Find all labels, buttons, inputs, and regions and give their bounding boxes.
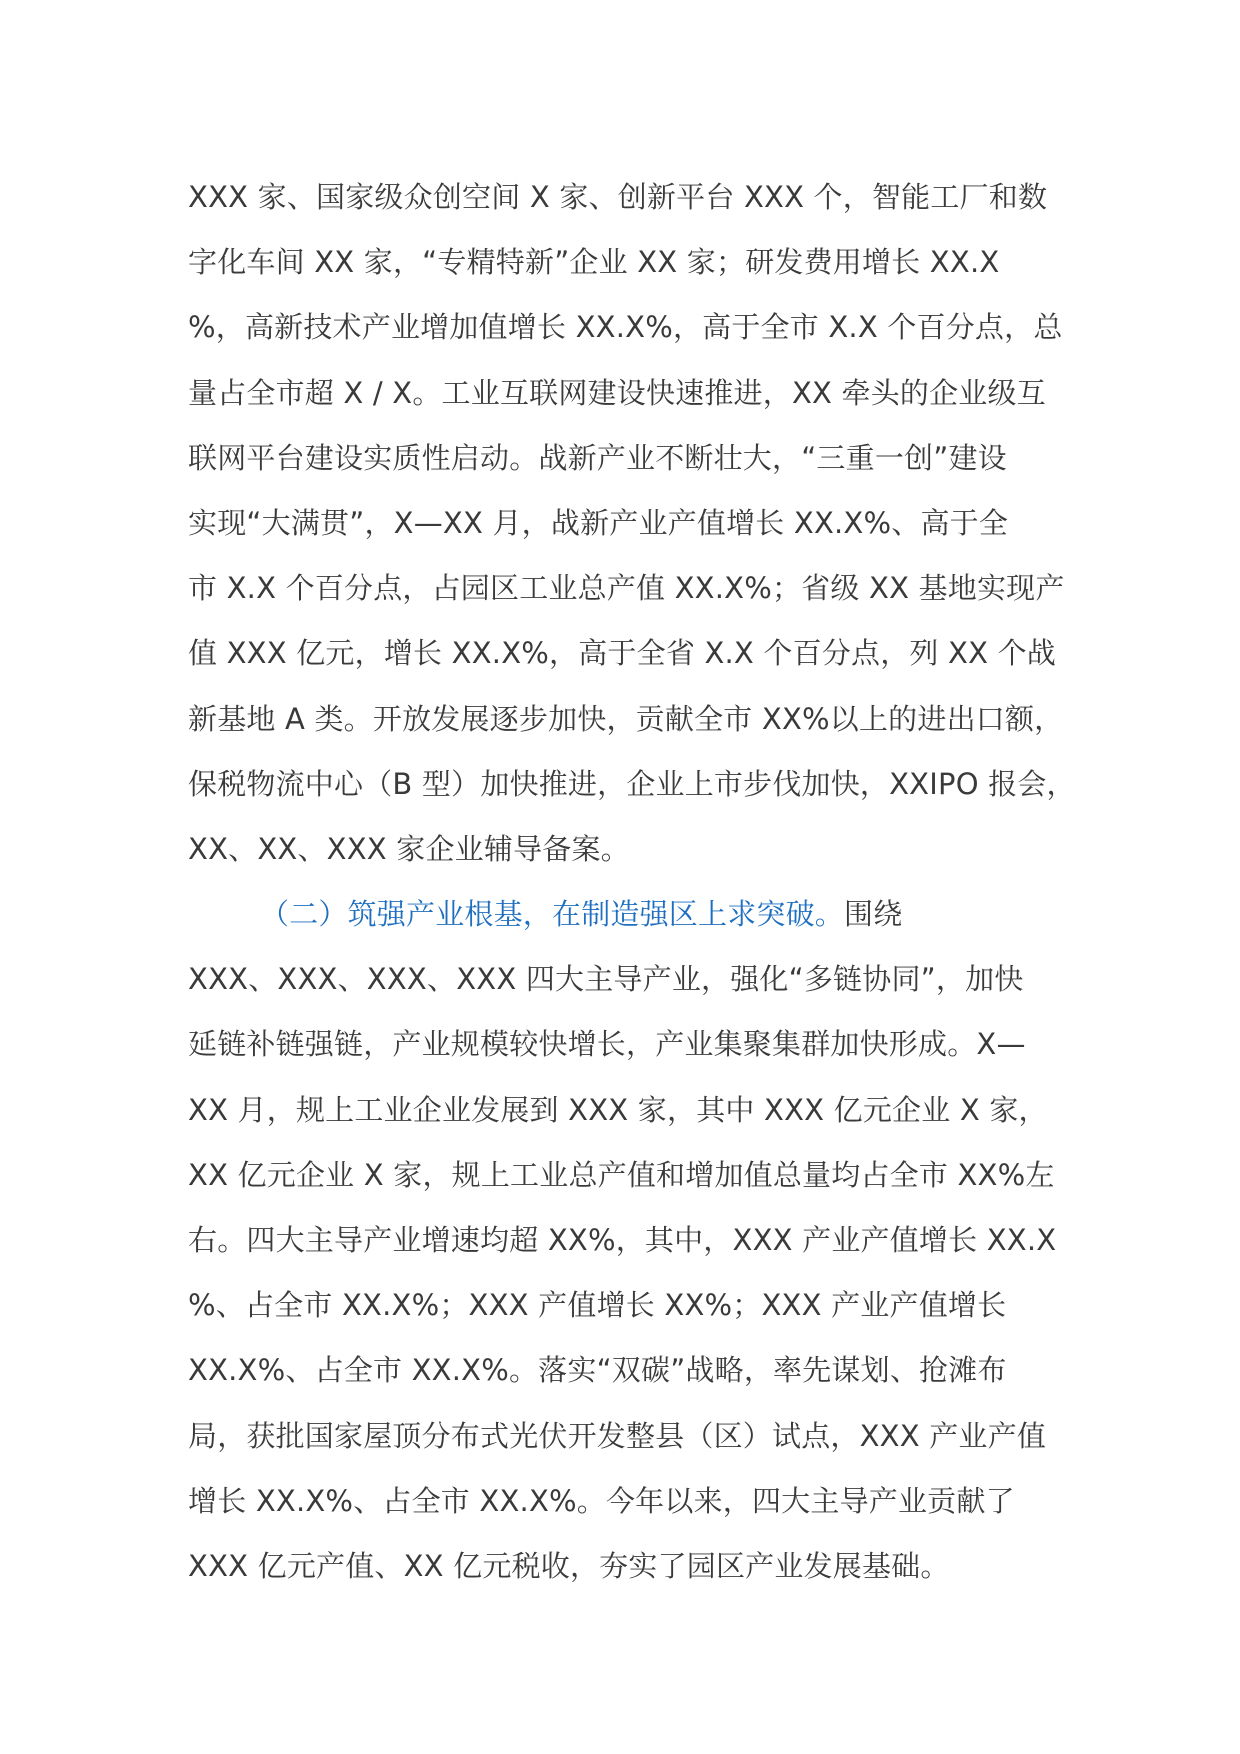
text-line: 量占全市超 X / X。工业互联网建设快速推进，XX 牵头的企业级互 bbox=[188, 375, 1046, 410]
document-body bbox=[188, 165, 1076, 1599]
text-line: 局，获批国家屋顶分布式光伏开发整县（区）试点，XXX 产业产值 bbox=[188, 1418, 1047, 1453]
text-line: %，高新技术产业增加值增长 XX.X%，高于全市 X.X 个百分点，总 bbox=[188, 310, 1063, 345]
text-line: XXX 家、国家级众创空间 X 家、创新平台 XXX 个，智能工厂和数 bbox=[188, 180, 1048, 214]
paragraph-first-line bbox=[188, 882, 1068, 947]
text-line: XX.X%、占全市 XX.X%。落实“双碳”战略，率先谋划、抢滩布 bbox=[188, 1353, 1007, 1388]
text-line: %、占全市 XX.X%；XXX 产值增长 XX%；XXX 产业产值增长 bbox=[188, 1288, 1007, 1323]
text-line: XXX 亿元产值、XX 亿元税收，夯实了园区产业发展基础。 bbox=[188, 1548, 950, 1583]
text-line: 右。四大主导产业增速均超 XX%，其中，XXX 产业产值增长 XX.X bbox=[188, 1223, 1057, 1257]
paragraph-1 bbox=[188, 165, 1076, 882]
text-line: 新基地 A 类。开放发展逐步加快，贡献全市 XX%以上的进出口额， bbox=[188, 701, 1064, 736]
text-line: 市 X.X 个百分点，占园区工业总产值 XX.X%；省级 XX 基地实现产 bbox=[188, 571, 1065, 606]
text-line: 值 XXX 亿元，增长 XX.X%，高于全省 X.X 个百分点，列 XX 个战 bbox=[188, 636, 1056, 671]
heading-continuation: 围绕 bbox=[844, 897, 903, 932]
text-line: XX 月，规上工业企业发展到 XXX 家，其中 XXX 亿元企业 X 家， bbox=[188, 1092, 1048, 1127]
text-line: 实现“大满贯”，X—XX 月，战新产业产值增长 XX.X%、高于全 bbox=[188, 505, 1009, 540]
text-line: 延链补链强链，产业规模较快增长，产业集聚集群加快形成。X— bbox=[188, 1027, 1026, 1062]
text-line: XXX、XXX、XXX、XXX 四大主导产业，强化“多链协同”，加快 bbox=[188, 962, 1024, 997]
text-line: 增长 XX.X%、占全市 XX.X%。今年以来，四大主导产业贡献了 bbox=[188, 1483, 1015, 1518]
text-line: 保税物流中心（B 型）加快推进，企业上市步伐加快，XXIPO 报会， bbox=[188, 766, 1076, 801]
section-heading: （二）筑强产业根基，在制造强区上求突破。 bbox=[260, 897, 845, 932]
text-line: XX 亿元企业 X 家，规上工业总产值和增加值总量均占全市 XX%左 bbox=[188, 1157, 1055, 1192]
paragraph-2 bbox=[188, 882, 1068, 1599]
text-line: XX、XX、XXX 家企业辅导备案。 bbox=[188, 831, 630, 866]
text-line: 字化车间 XX 家，“专精特新”企业 XX 家；研发费用增长 XX.X bbox=[188, 245, 1000, 280]
text-line: 联网平台建设实质性启动。战新产业不断壮大，“三重一创”建设 bbox=[188, 440, 1007, 475]
